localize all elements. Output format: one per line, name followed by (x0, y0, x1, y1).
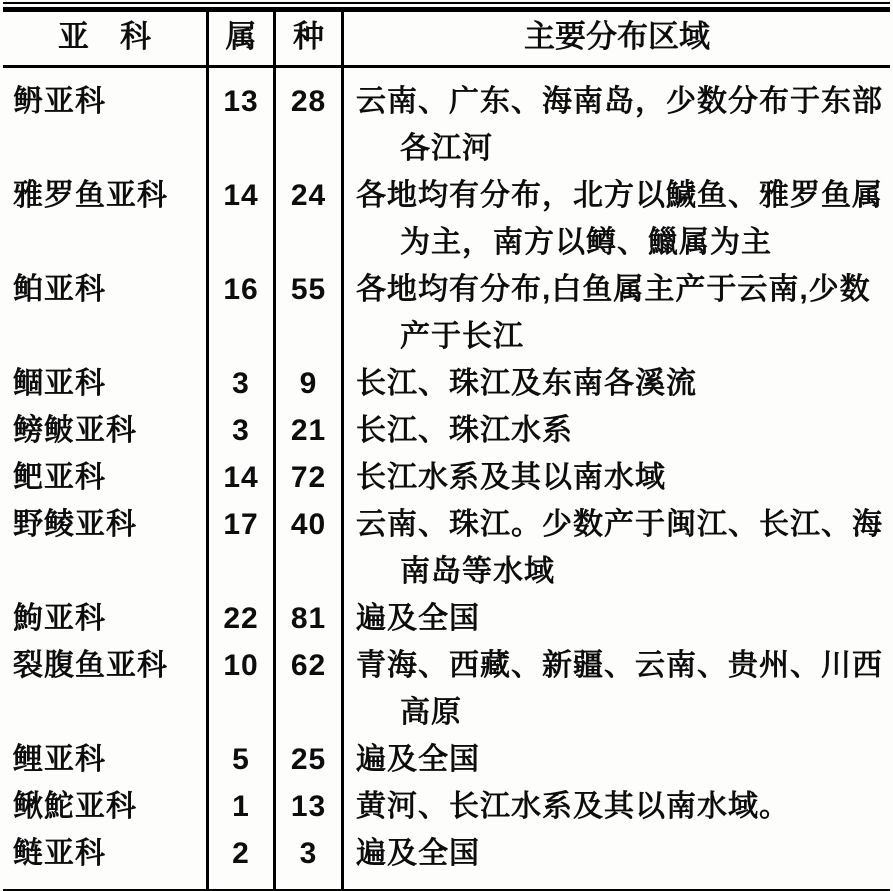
subfamily-cell: 鲤亚科 (3, 736, 209, 783)
distribution-cell: 长江、珠江水系 (356, 414, 573, 447)
distribution-cell: 各地均有分布，北方以鱥鱼、雅罗鱼属为主，南方以鳟、鱲属为主 (356, 179, 883, 259)
genera-cell: 3 (209, 360, 276, 407)
genera-cell: 3 (209, 407, 276, 454)
species-cell: 13 (276, 783, 344, 830)
subfamily-cell: 鲌亚科 (3, 266, 209, 360)
subfamily-cell: 雅罗鱼亚科 (3, 172, 209, 266)
subfamily-cell: 鮈亚科 (3, 595, 209, 642)
column-header-subfamily: 亚 科 (3, 12, 209, 65)
genera-cell: 1 (209, 783, 276, 830)
genera-cell: 10 (209, 642, 276, 736)
species-cell: 25 (276, 736, 344, 783)
species-cell: 81 (276, 595, 344, 642)
species-cell: 72 (276, 454, 344, 501)
species-cell: 62 (276, 642, 344, 736)
genera-cell: 5 (209, 736, 276, 783)
distribution-cell: 长江、珠江及东南各溪流 (356, 367, 697, 400)
genera-cell: 22 (209, 595, 276, 642)
species-cell: 21 (276, 407, 344, 454)
table-row (3, 783, 890, 830)
subfamily-cell: 鳅鮀亚科 (3, 783, 209, 830)
distribution-cell: 遍及全国 (356, 602, 480, 635)
table-row (3, 642, 890, 736)
table-row (3, 595, 890, 642)
table-row (3, 454, 890, 501)
table-row (3, 736, 890, 783)
distribution-cell: 长江水系及其以南水域 (356, 461, 666, 494)
column-header-genera: 属 (209, 12, 276, 65)
subfamily-cell: 鲴亚科 (3, 360, 209, 407)
species-cell: 24 (276, 172, 344, 266)
genera-cell: 17 (209, 501, 276, 595)
column-header-distribution: 主要分布区域 (524, 19, 710, 54)
subfamily-cell: 鳑鲏亚科 (3, 407, 209, 454)
distribution-cell: 遍及全国 (356, 743, 480, 776)
distribution-cell: 各地均有分布,白鱼属主产于云南,少数产于长江 (356, 273, 871, 353)
table-row (3, 830, 890, 889)
table-row (3, 266, 890, 360)
table-row (3, 360, 890, 407)
subfamily-cell: 鲃亚科 (3, 454, 209, 501)
species-cell: 55 (276, 266, 344, 360)
species-cell: 40 (276, 501, 344, 595)
species-cell: 9 (276, 360, 344, 407)
species-cell: 3 (276, 830, 344, 889)
subfamily-cell: 鲢亚科 (3, 830, 209, 889)
subfamily-cell: 鿕亚科 (3, 68, 209, 172)
distribution-cell: 遍及全国 (356, 837, 480, 870)
distribution-cell: 黄河、长江水系及其以南水域。 (356, 790, 790, 823)
genera-cell: 16 (209, 266, 276, 360)
species-cell: 28 (276, 68, 344, 172)
genera-cell: 13 (209, 68, 276, 172)
subfamily-cell: 野鲮亚科 (3, 501, 209, 595)
table-row (3, 501, 890, 595)
distribution-cell: 云南、广东、海南岛，少数分布于东部各江河 (356, 85, 883, 165)
table-row (3, 407, 890, 454)
table-body (3, 68, 890, 889)
distribution-cell: 青海、西藏、新疆、云南、贵州、川西高原 (356, 649, 883, 729)
genera-cell: 2 (209, 830, 276, 889)
genera-cell: 14 (209, 172, 276, 266)
column-header-species: 种 (276, 12, 344, 65)
table-header-row (3, 12, 890, 68)
table-row (3, 172, 890, 266)
subfamily-cell: 裂腹鱼亚科 (3, 642, 209, 736)
distribution-cell: 云南、珠江。少数产于闽江、长江、海南岛等水域 (356, 508, 883, 588)
table-row (3, 68, 890, 172)
genera-cell: 14 (209, 454, 276, 501)
